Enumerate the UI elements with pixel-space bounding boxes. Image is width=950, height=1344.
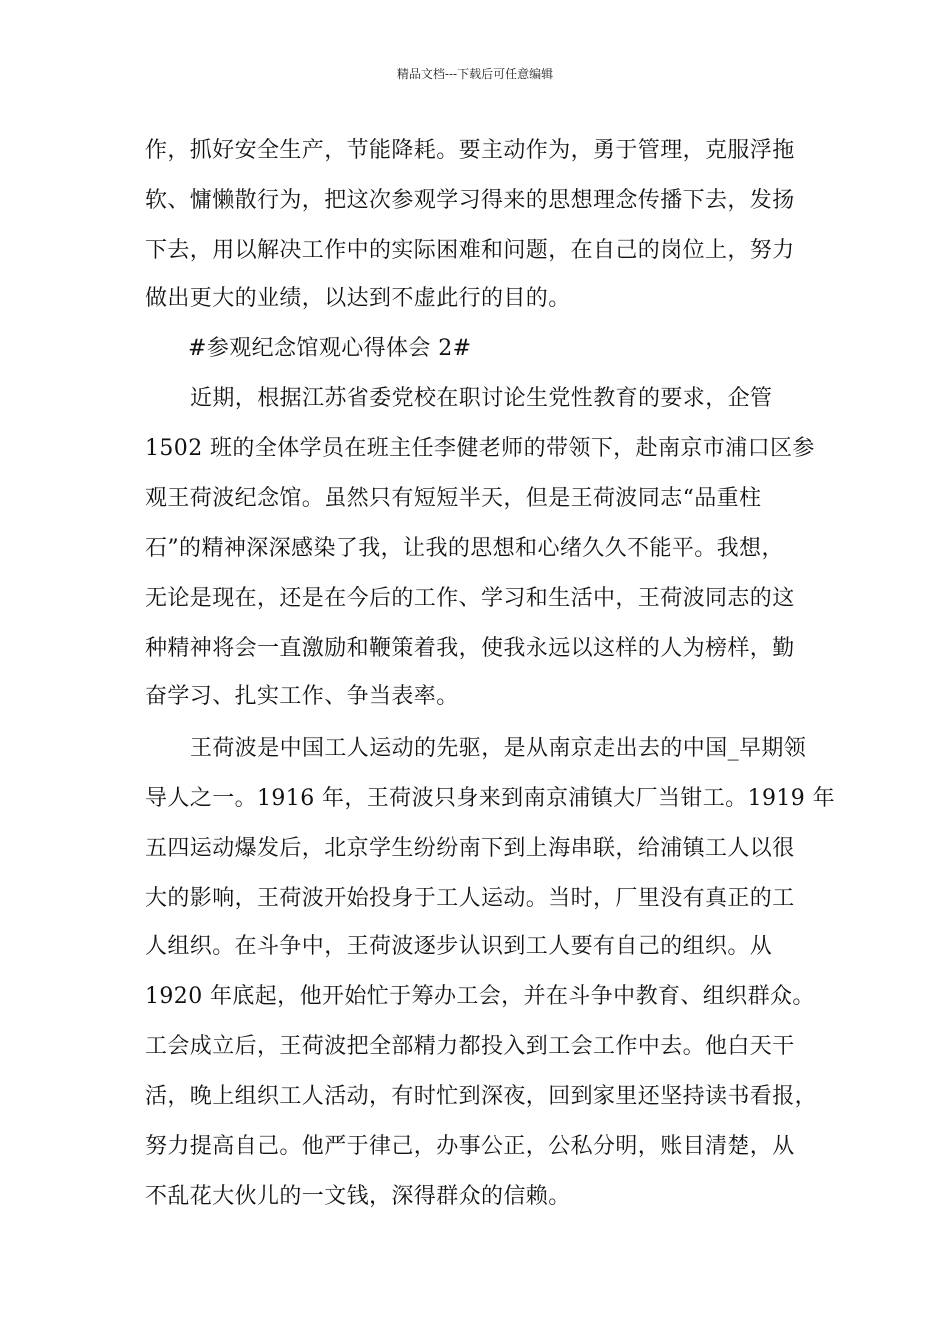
text-line: 1502 班的全体学员在班主任李健老师的带领下，赴南京市浦口区参	[145, 436, 815, 461]
text-line: 无论是现在，还是在今后的工作、学习和生活中，王荷波同志的这	[145, 586, 795, 611]
page-header: 精品文档---下载后可任意编辑	[396, 67, 554, 81]
text-line: 石”的精神深深感染了我，让我的思想和心绪久久不能平。我想，	[145, 536, 784, 561]
text-line: 下去，用以解决工作中的实际困难和问题，在自己的岗位上，努力	[145, 238, 795, 263]
section-heading: #参观纪念馆观心得体会 2#	[188, 336, 472, 361]
text-line: 不乱花大伙儿的一文钱，深得群众的信赖。	[145, 1184, 571, 1209]
text-line: 1920 年底起，他开始忙于筹办工会，并在斗争中教育、组织群众。	[145, 984, 815, 1009]
text-line: 大的影响，王荷波开始投身于工人运动。当时，厂里没有真正的工	[145, 886, 795, 911]
text-line: 工会成立后，王荷波把全部精力都投入到工会工作中去。他白天干	[145, 1034, 795, 1059]
text-line: 作，抓好安全生产，节能降耗。要主动作为，勇于管理，克服浮拖	[145, 138, 795, 163]
text-line: 奋学习、扎实工作、争当表率。	[145, 684, 459, 709]
text-line: 做出更大的业绩，以达到不虚此行的目的。	[145, 286, 571, 311]
text-line: 活，晚上组织工人活动，有时忙到深夜，回到家里还坚持读书看报，	[145, 1084, 818, 1109]
text-line: 观王荷波纪念馆。虽然只有短短半天，但是王荷波同志“品重柱	[145, 486, 762, 511]
text-line: 王荷波是中国工人运动的先驱，是从南京走出去的中国_早期领	[190, 736, 807, 761]
text-line: 近期，根据江苏省委党校在职讨论生党性教育的要求，企管	[190, 386, 773, 411]
text-line: 种精神将会一直激励和鞭策着我，使我永远以这样的人为榜样，勤	[145, 636, 795, 661]
text-line: 五四运动爆发后，北京学生纷纷南下到上海串联，给浦镇工人以很	[145, 836, 795, 861]
text-line: 导人之一。1916 年，王荷波只身来到南京浦镇大厂当钳工。1919 年	[145, 786, 835, 811]
text-line: 人组织。在斗争中，王荷波逐步认识到工人要有自己的组织。从	[145, 934, 773, 959]
text-line: 努力提高自己。他严于律己，办事公正，公私分明，账目清楚，从	[145, 1134, 795, 1159]
text-line: 软、慵懒散行为，把这次参观学习得来的思想理念传播下去，发扬	[145, 188, 795, 213]
